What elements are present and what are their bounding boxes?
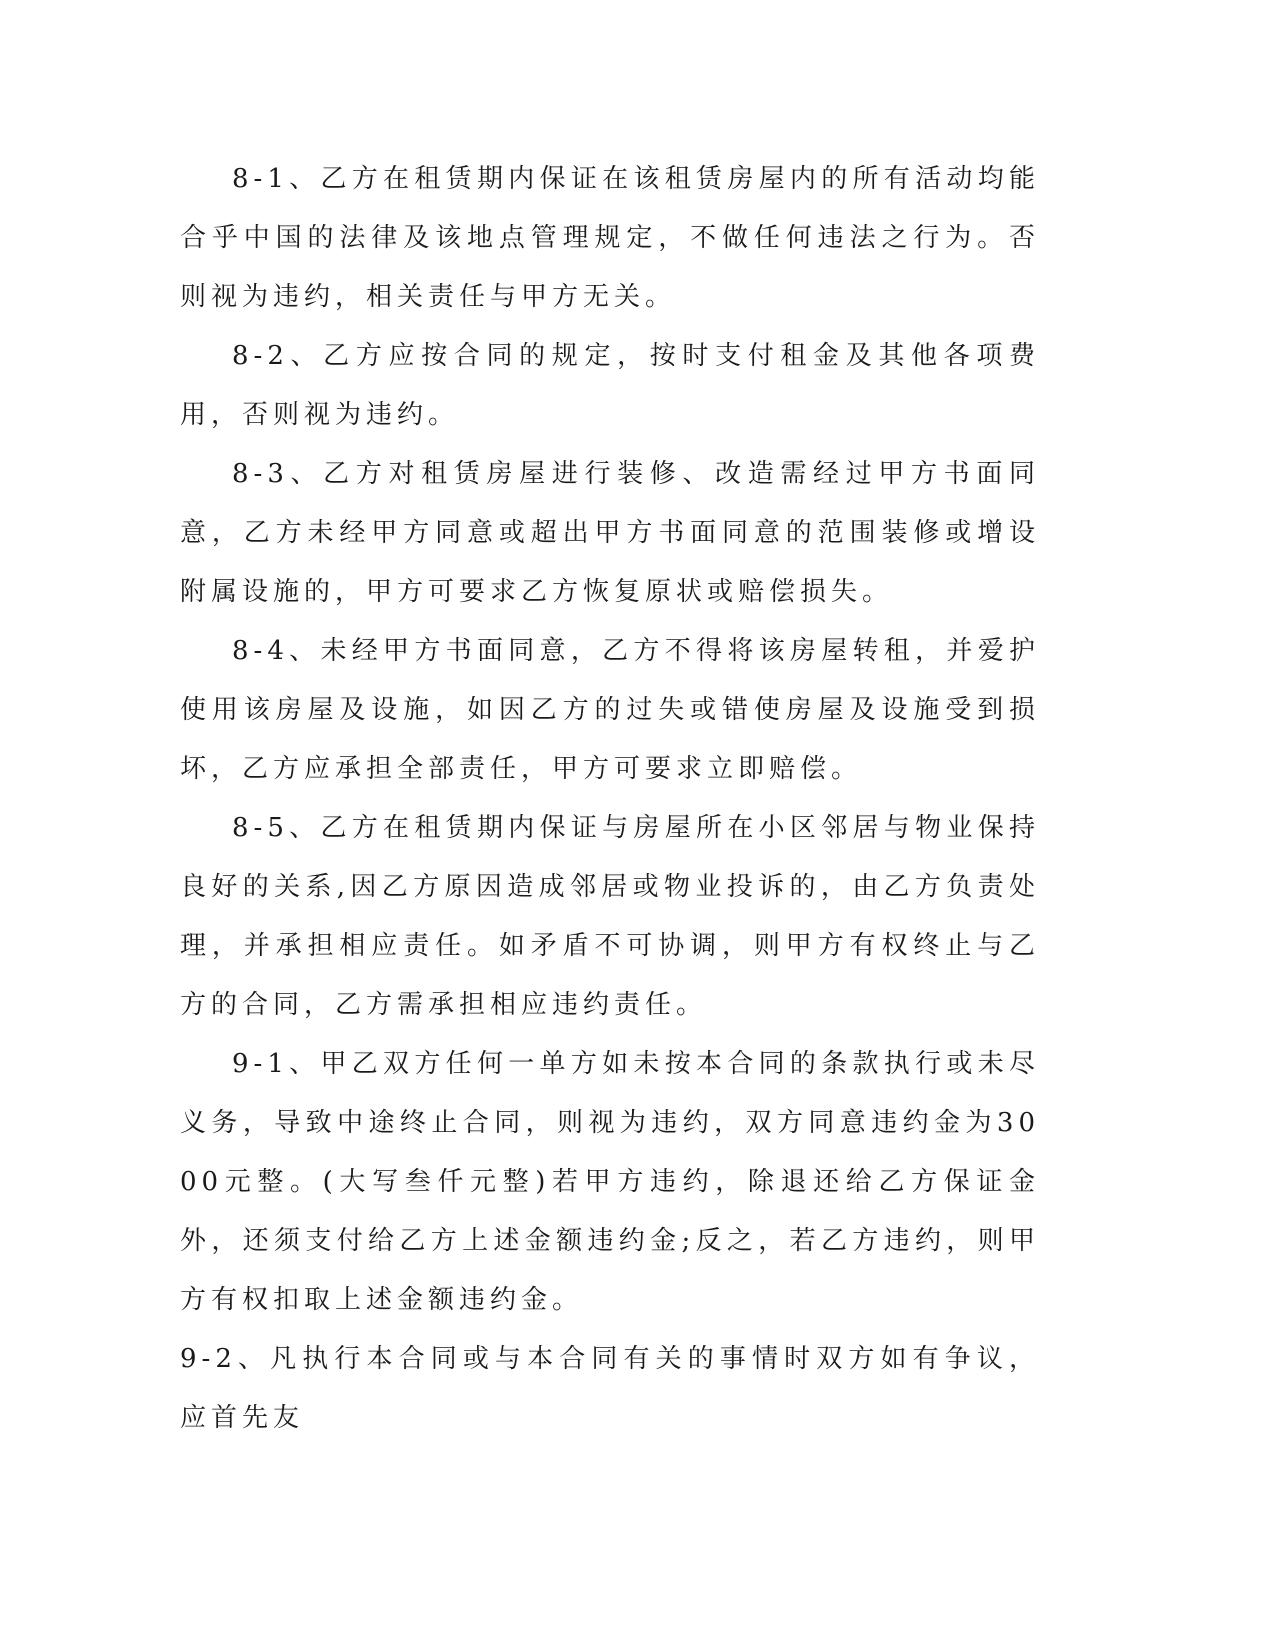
clause-8-5: 8-5、乙方在租赁期内保证与房屋所在小区邻居与物业保持良好的关系,因乙方原因造成邻居或物业投诉的，由乙方负责处理，并承担相应责任。如矛盾不可协调，则甲方有权终止与乙方的合同，乙方需承担相应违约责任。 [180,813,1040,1020]
clause-8-2: 8-2、乙方应按合同的规定，按时支付租金及其他各项费用，否则视为违约。 [180,341,1040,430]
clause-8-4: 8-4、未经甲方书面同意，乙方不得将该房屋转租，并爱护使用该房屋及设施，如因乙方的过失或错使房屋及设施受到损坏，乙方应承担全部责任，甲方可要求立即赔偿。 [180,636,1040,784]
clause-9-2: 9-2、凡执行本合同或与本合同有关的事情时双方如有争议，应首先友 [180,1344,1040,1433]
clause-8-3: 8-3、乙方对租赁房屋进行装修、改造需经过甲方书面同意，乙方未经甲方同意或超出甲方书面同意的范围装修或增设附属设施的，甲方可要求乙方恢复原状或赔偿损失。 [180,459,1040,607]
clause-9-1: 9-1、甲乙双方任何一单方如未按本合同的条款执行或未尽义务，导致中途终止合同，则视为违约，双方同意违约金为3000元整。(大写叁仟元整)若甲方违约，除退还给乙方保证金外，还须支付给乙方上述金额违约金;反之，若乙方违约，则甲方有权扣取上述金额违约金。 [180,1049,1040,1315]
clause-8-1: 8-1、乙方在租赁期内保证在该租赁房屋内的所有活动均能合乎中国的法律及该地点管理规定，不做任何违法之行为。否则视为违约，相关责任与甲方无关。 [180,164,1040,312]
document-body [180,150,1040,1448]
